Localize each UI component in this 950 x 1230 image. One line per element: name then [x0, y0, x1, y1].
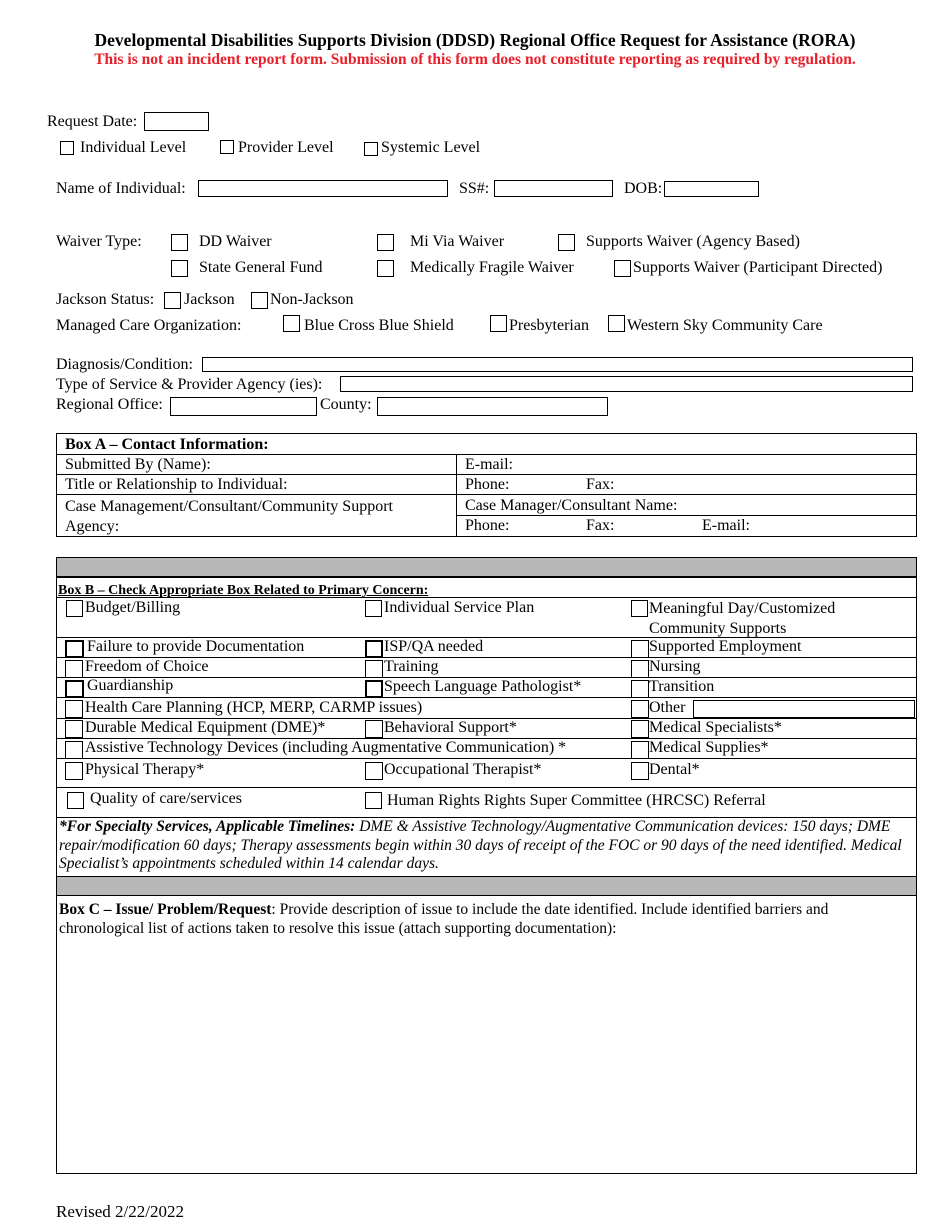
provider-level-label: Provider Level: [238, 139, 334, 156]
dme-label: Durable Medical Equipment (DME)*: [85, 719, 326, 736]
systemic-level-label: Systemic Level: [381, 139, 481, 156]
mi-via-waiver-checkbox[interactable]: [377, 234, 394, 251]
failure-documentation-label: Failure to provide Documentation: [87, 638, 305, 655]
request-date-input[interactable]: [144, 112, 209, 131]
other-checkbox[interactable]: [631, 700, 649, 718]
cm-phone-label: Phone:: [465, 517, 510, 534]
provider-level-checkbox[interactable]: [220, 140, 234, 154]
medical-specialists-checkbox[interactable]: [631, 720, 649, 738]
regional-office-input[interactable]: [170, 397, 317, 416]
training-checkbox[interactable]: [365, 660, 383, 678]
jackson-checkbox[interactable]: [164, 292, 181, 309]
bcbs-checkbox[interactable]: [283, 315, 300, 332]
dental-label: Dental*: [649, 761, 700, 778]
hrcsc-referral-checkbox[interactable]: [365, 792, 382, 809]
diagnosis-label: Diagnosis/Condition:: [56, 356, 193, 373]
physical-therapy-label: Physical Therapy*: [85, 761, 205, 778]
presbyterian-checkbox[interactable]: [490, 315, 507, 332]
case-manager-name-label: Case Manager/Consultant Name:: [465, 497, 678, 514]
isp-checkbox[interactable]: [365, 600, 382, 617]
dob-input[interactable]: [664, 181, 759, 197]
regional-office-label: Regional Office:: [56, 396, 163, 413]
medical-supplies-checkbox[interactable]: [631, 741, 649, 759]
email-label: E-mail:: [465, 456, 513, 473]
systemic-level-checkbox[interactable]: [364, 142, 378, 156]
western-sky-label: Western Sky Community Care: [627, 317, 823, 334]
supports-waiver-participant-label: Supports Waiver (Participant Directed): [633, 259, 883, 276]
county-label: County:: [320, 396, 372, 413]
specialty-timelines-text: DME & Assistive Technology/Augmentative Communication devices: 150 days; DME repair/modification 60 days; Therapy assessments begin within 30 days of receipt of the FOC or 90 days of the need identified. Medical Specialist’s appointments scheduled within 14 calendar days.: [59, 818, 902, 872]
physical-therapy-checkbox[interactable]: [65, 762, 83, 780]
transition-label: Transition: [649, 678, 715, 695]
diagnosis-input[interactable]: [202, 357, 913, 372]
western-sky-checkbox[interactable]: [608, 315, 625, 332]
behavioral-support-checkbox[interactable]: [365, 720, 383, 738]
isp-label: Individual Service Plan: [384, 599, 535, 616]
specialty-timelines-heading: *For Specialty Services, Applicable Timelines:: [59, 818, 356, 835]
training-label: Training: [384, 658, 439, 675]
health-care-planning-label: Health Care Planning (HCP, MERP, CARMP issues): [85, 699, 423, 716]
meaningful-day-checkbox[interactable]: [631, 600, 648, 617]
request-date-label: Request Date:: [47, 113, 138, 130]
specialty-timelines-note: [59, 818, 914, 874]
revised-date: Revised 2/22/2022: [56, 1202, 184, 1221]
quality-care-checkbox[interactable]: [67, 792, 84, 809]
transition-checkbox[interactable]: [631, 680, 649, 698]
supported-employment-label: Supported Employment: [649, 638, 802, 655]
box-c-text: : Provide description of issue to include the date identified. Include identified barriers and chronological list of actions taken to resolve this issue (attach supporting documentation):: [59, 901, 829, 937]
box-a-heading: Box A – Contact Information:: [65, 436, 269, 453]
presbyterian-label: Presbyterian: [509, 317, 589, 334]
submitted-by-label: Submitted By (Name):: [65, 456, 211, 473]
phone-label: Phone:: [465, 476, 510, 493]
title-relationship-label: Title or Relationship to Individual:: [65, 476, 288, 493]
individual-level-label: Individual Level: [80, 139, 187, 156]
nursing-checkbox[interactable]: [631, 660, 649, 678]
jackson-label: Jackson: [184, 291, 235, 308]
medically-fragile-waiver-checkbox[interactable]: [377, 260, 394, 277]
case-management-agency-label: Case Management/Consultant/Community Support Agency:: [65, 498, 393, 535]
supported-employment-checkbox[interactable]: [631, 640, 649, 658]
failure-documentation-checkbox[interactable]: [65, 640, 84, 658]
speech-language-label: Speech Language Pathologist*: [384, 678, 582, 695]
supports-waiver-participant-checkbox[interactable]: [614, 260, 631, 277]
dd-waiver-label: DD Waiver: [199, 233, 272, 250]
fax-label: Fax:: [586, 476, 615, 493]
behavioral-support-label: Behavioral Support*: [384, 719, 517, 736]
box-b-heading: Box B – Check Appropriate Box Related to Primary Concern:: [58, 583, 429, 598]
state-general-fund-checkbox[interactable]: [171, 260, 188, 277]
mi-via-waiver-label: Mi Via Waiver: [410, 233, 505, 250]
meaningful-day-label: Meaningful Day/Customized Community Supports: [649, 600, 836, 637]
state-general-fund-label: State General Fund: [199, 259, 323, 276]
medical-specialists-label: Medical Specialists*: [649, 719, 782, 736]
supports-waiver-agency-label: Supports Waiver (Agency Based): [586, 233, 800, 250]
mco-label: Managed Care Organization:: [56, 317, 242, 334]
dd-waiver-checkbox[interactable]: [171, 234, 188, 251]
individual-level-checkbox[interactable]: [60, 141, 74, 155]
cm-email-label: E-mail:: [702, 517, 750, 534]
dob-label: DOB:: [624, 180, 663, 197]
guardianship-checkbox[interactable]: [65, 680, 84, 698]
service-type-input[interactable]: [340, 376, 913, 392]
nursing-label: Nursing: [649, 658, 701, 675]
hrcsc-referral-label: Human Rights Rights Super Committee (HRCSC) Referral: [387, 792, 766, 809]
occupational-therapist-label: Occupational Therapist*: [384, 761, 542, 778]
name-input[interactable]: [198, 180, 448, 197]
non-jackson-label: Non-Jackson: [270, 291, 354, 308]
gray-separator: [56, 557, 917, 577]
ssn-label: SS#:: [459, 180, 490, 197]
service-type-label: Type of Service & Provider Agency (ies):: [56, 376, 323, 393]
supports-waiver-agency-checkbox[interactable]: [558, 234, 575, 251]
freedom-of-choice-label: Freedom of Choice: [85, 658, 209, 675]
gray-separator-2: [56, 876, 917, 896]
other-input[interactable]: [693, 700, 915, 718]
health-care-planning-checkbox[interactable]: [65, 700, 83, 718]
budget-billing-label: Budget/Billing: [85, 599, 181, 616]
name-label: Name of Individual:: [56, 180, 186, 197]
ssn-input[interactable]: [494, 180, 613, 197]
freedom-of-choice-checkbox[interactable]: [65, 660, 83, 678]
form-title: Developmental Disabilities Supports Division (DDSD) Regional Office Request for Assistance (RORA): [94, 30, 856, 50]
ispqa-checkbox[interactable]: [365, 640, 383, 658]
assistive-technology-label: Assistive Technology Devices (including Augmentative Communication) *: [85, 739, 567, 756]
medically-fragile-waiver-label: Medically Fragile Waiver: [410, 259, 574, 276]
dme-checkbox[interactable]: [65, 720, 83, 738]
cm-fax-label: Fax:: [586, 517, 615, 534]
waiver-type-label: Waiver Type:: [56, 233, 142, 250]
box-c-heading: Box C – Issue/ Problem/Request: [59, 901, 272, 918]
occupational-therapist-checkbox[interactable]: [365, 762, 383, 780]
jackson-status-label: Jackson Status:: [56, 291, 155, 308]
other-label: Other: [649, 699, 686, 716]
box-c-instructions: [59, 900, 914, 938]
guardianship-label: Guardianship: [87, 677, 174, 694]
bcbs-label: Blue Cross Blue Shield: [304, 317, 454, 334]
speech-language-checkbox[interactable]: [365, 680, 383, 698]
budget-billing-checkbox[interactable]: [66, 600, 83, 617]
ispqa-label: ISP/QA needed: [384, 638, 484, 655]
county-input[interactable]: [377, 397, 608, 416]
form-warning: This is not an incident report form. Submission of this form does not constitute reporting as required by regulation.: [94, 51, 856, 68]
assistive-technology-checkbox[interactable]: [65, 741, 83, 759]
non-jackson-checkbox[interactable]: [251, 292, 268, 309]
dental-checkbox[interactable]: [631, 762, 649, 780]
quality-care-label: Quality of care/services: [90, 790, 242, 807]
medical-supplies-label: Medical Supplies*: [649, 739, 769, 756]
